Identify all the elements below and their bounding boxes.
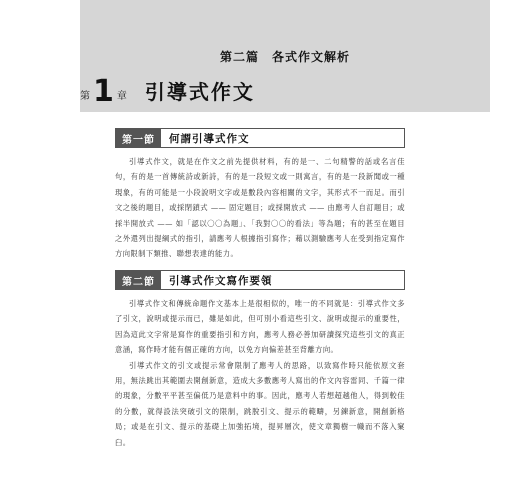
section-2 — [115, 270, 405, 450]
section-title: 引導式作文寫作要領 — [169, 274, 273, 287]
part-title: 第二篇 各式作文解析 — [219, 50, 350, 64]
chapter-number: 1 — [93, 74, 114, 109]
paragraph: 引導式作文的引文或提示常會限制了應考人的思路，以致寫作時只能依原文套用，無法跳出其範圍去開創新意，造成大多數應考人寫出的作文內容雷同、千篇一律的現象，分數平平甚至偏低乃是意料中的事。因此，應考人若想超越他人，得到較佳的分數，就得設法突破引文的限制，跳脫引文、提示的範疇，另鍊新意，開創新格局；或是在引文、提示的基礎上加強拓境，提昇層次，使文章獨樹一幟而不落入窠臼。 — [115, 360, 405, 447]
chapter-prefix: 第 — [80, 91, 90, 102]
paragraph: 引導式作文和傳統命題作文基本上是很相似的，唯一的不同就是：引導式作文多了引文，說明或提示而已，雖是如此，但可別小看這些引文、說明或提示的重要性，因為這此文字常是寫作的重要指引和方向，應考人務必善加研讀探究這些引文的真正意涵，寫作時才能有個正確的方向，以免方向偏差甚至背離方向。 — [115, 299, 405, 355]
section-heading — [115, 128, 405, 148]
chapter-suffix: 章 — [116, 91, 127, 102]
section-badge: 第二節 — [116, 271, 161, 289]
section-badge: 第一節 — [116, 129, 161, 147]
section-heading — [115, 270, 405, 290]
chapter-heading — [80, 74, 255, 109]
chapter-title: 引導式作文 — [144, 80, 255, 104]
section-1 — [115, 128, 405, 262]
section-title: 何謂引導式作文 — [169, 132, 250, 145]
paragraph: 引導式作文，就是在作文之前先提供材料，有的是一、二句精警的話或名言佳句，有的是一首傳統詩或新詩，有的是一段短文或一則寓言，有的是一段新聞或一種現象，有的可能是一小段說明文字或是數段內容相關的文字，其形式不一而足。而引文之後的題目，或採閉鎖式 —— 固定題目；或採開放式 —— 由應考人自訂題目；或採半開放式 —— 如「認以〇〇為題」、「我對〇〇的看法」等為題；有的甚至在題目之外還列出提綱式的指引，請應考人根據指引寫作；藉以測驗應考人在受到指定寫作方向限制下類推、聯想表達的能力。 — [115, 157, 405, 259]
